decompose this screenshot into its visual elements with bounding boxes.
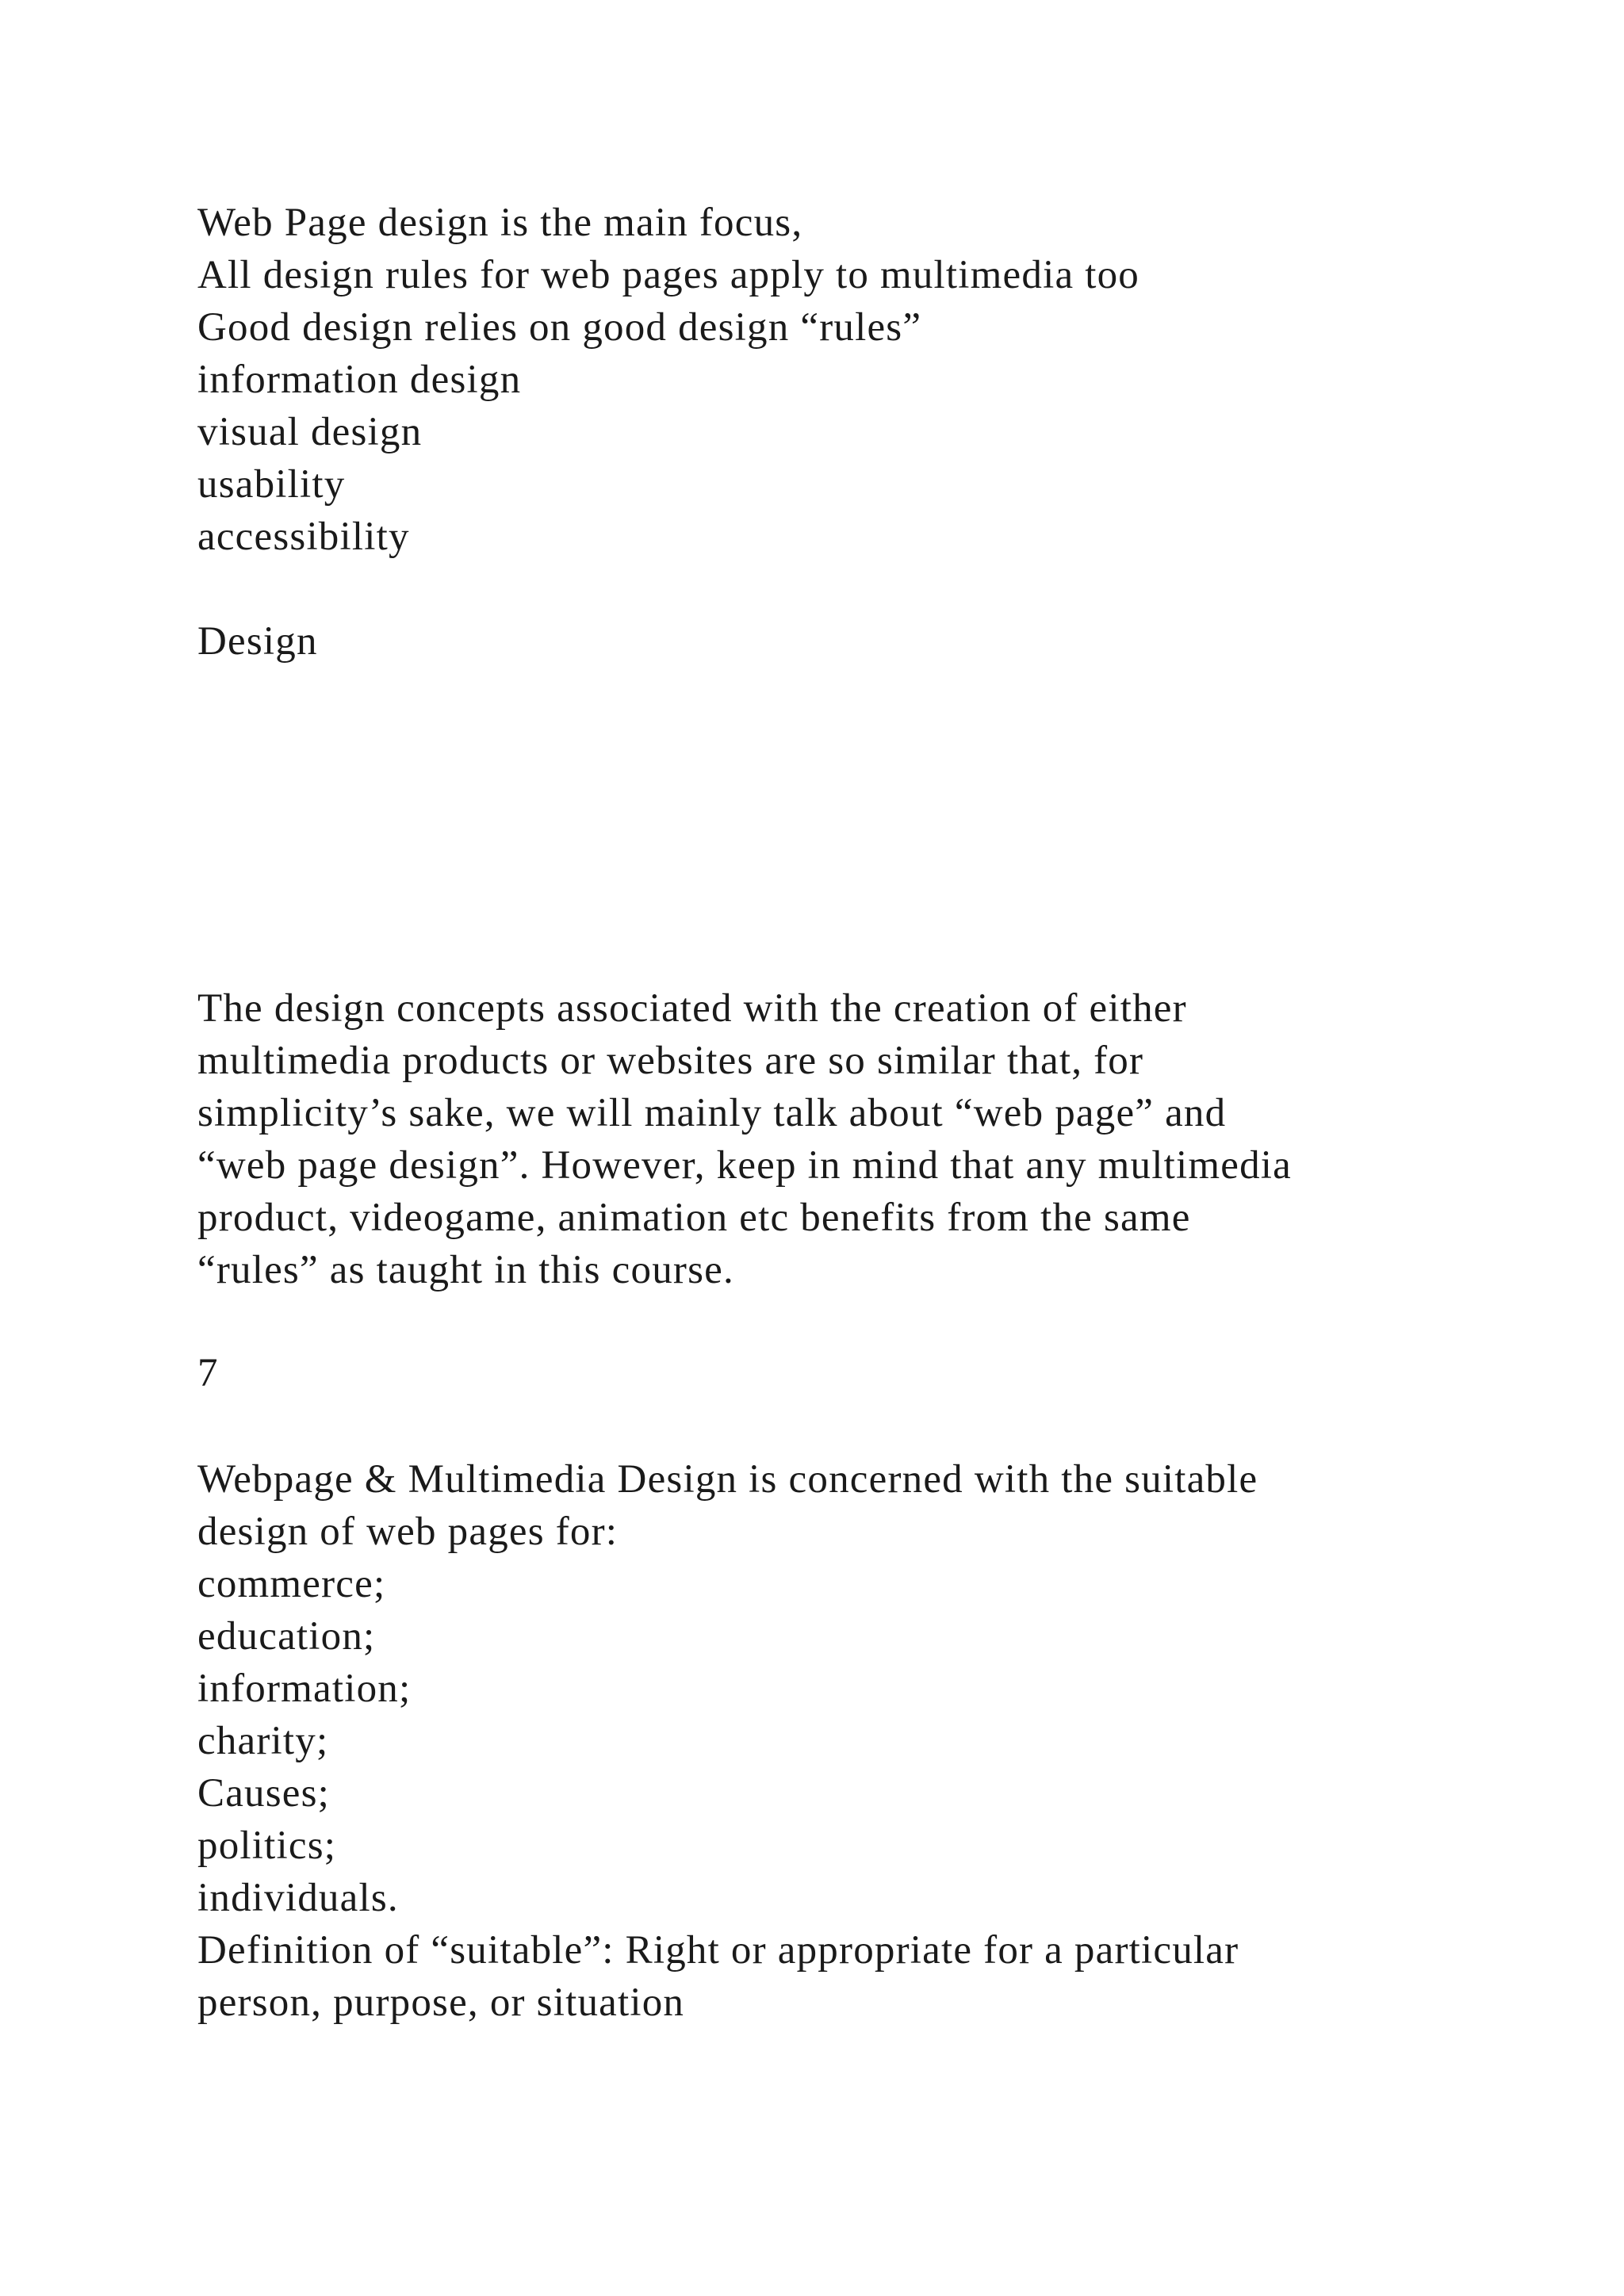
purpose-list xyxy=(197,1453,1466,2029)
list-item: charity; xyxy=(197,1719,329,1763)
list-item: Causes; xyxy=(197,1771,331,1816)
section-title-text: Design xyxy=(197,619,318,664)
text-line: The design concepts associated with the creation of either xyxy=(197,986,1187,1031)
list-item: information; xyxy=(197,1667,412,1711)
definition-line: person, purpose, or situation xyxy=(197,1980,685,2025)
list-item: individuals. xyxy=(197,1876,399,1920)
notes-paragraph xyxy=(197,982,1466,1296)
list-item: visual design xyxy=(197,410,423,454)
text-line: Web Page design is the main focus, xyxy=(197,201,803,245)
list-item: education; xyxy=(197,1614,376,1659)
list-item: politics; xyxy=(197,1823,337,1868)
text-line: “rules” as taught in this course. xyxy=(197,1248,734,1292)
slide-number-text: 7 xyxy=(197,1351,219,1395)
list-item: usability xyxy=(197,462,346,507)
text-line: “web page design”. However, keep in mind that any multimedia xyxy=(197,1143,1292,1188)
list-item: information design xyxy=(197,358,522,402)
section-title xyxy=(197,615,1466,668)
text-line: multimedia products or websites are so similar that, for xyxy=(197,1039,1144,1083)
text-line: design of web pages for: xyxy=(197,1510,619,1554)
text-line: All design rules for web pages apply to multimedia too xyxy=(197,253,1139,297)
slide-number xyxy=(197,1347,1466,1399)
list-item: commerce; xyxy=(197,1562,386,1606)
text-line: Good design relies on good design “rules” xyxy=(197,305,922,350)
text-line: product, videogame, animation etc benefits from the same xyxy=(197,1196,1191,1240)
intro-list xyxy=(197,197,1466,563)
list-item: accessibility xyxy=(197,515,410,559)
text-line: simplicity’s sake, we will mainly talk about “web page” and xyxy=(197,1091,1227,1135)
definition-line: Definition of “suitable”: Right or appropriate for a particular xyxy=(197,1928,1239,1973)
text-line: Webpage & Multimedia Design is concerned with the suitable xyxy=(197,1457,1258,1502)
